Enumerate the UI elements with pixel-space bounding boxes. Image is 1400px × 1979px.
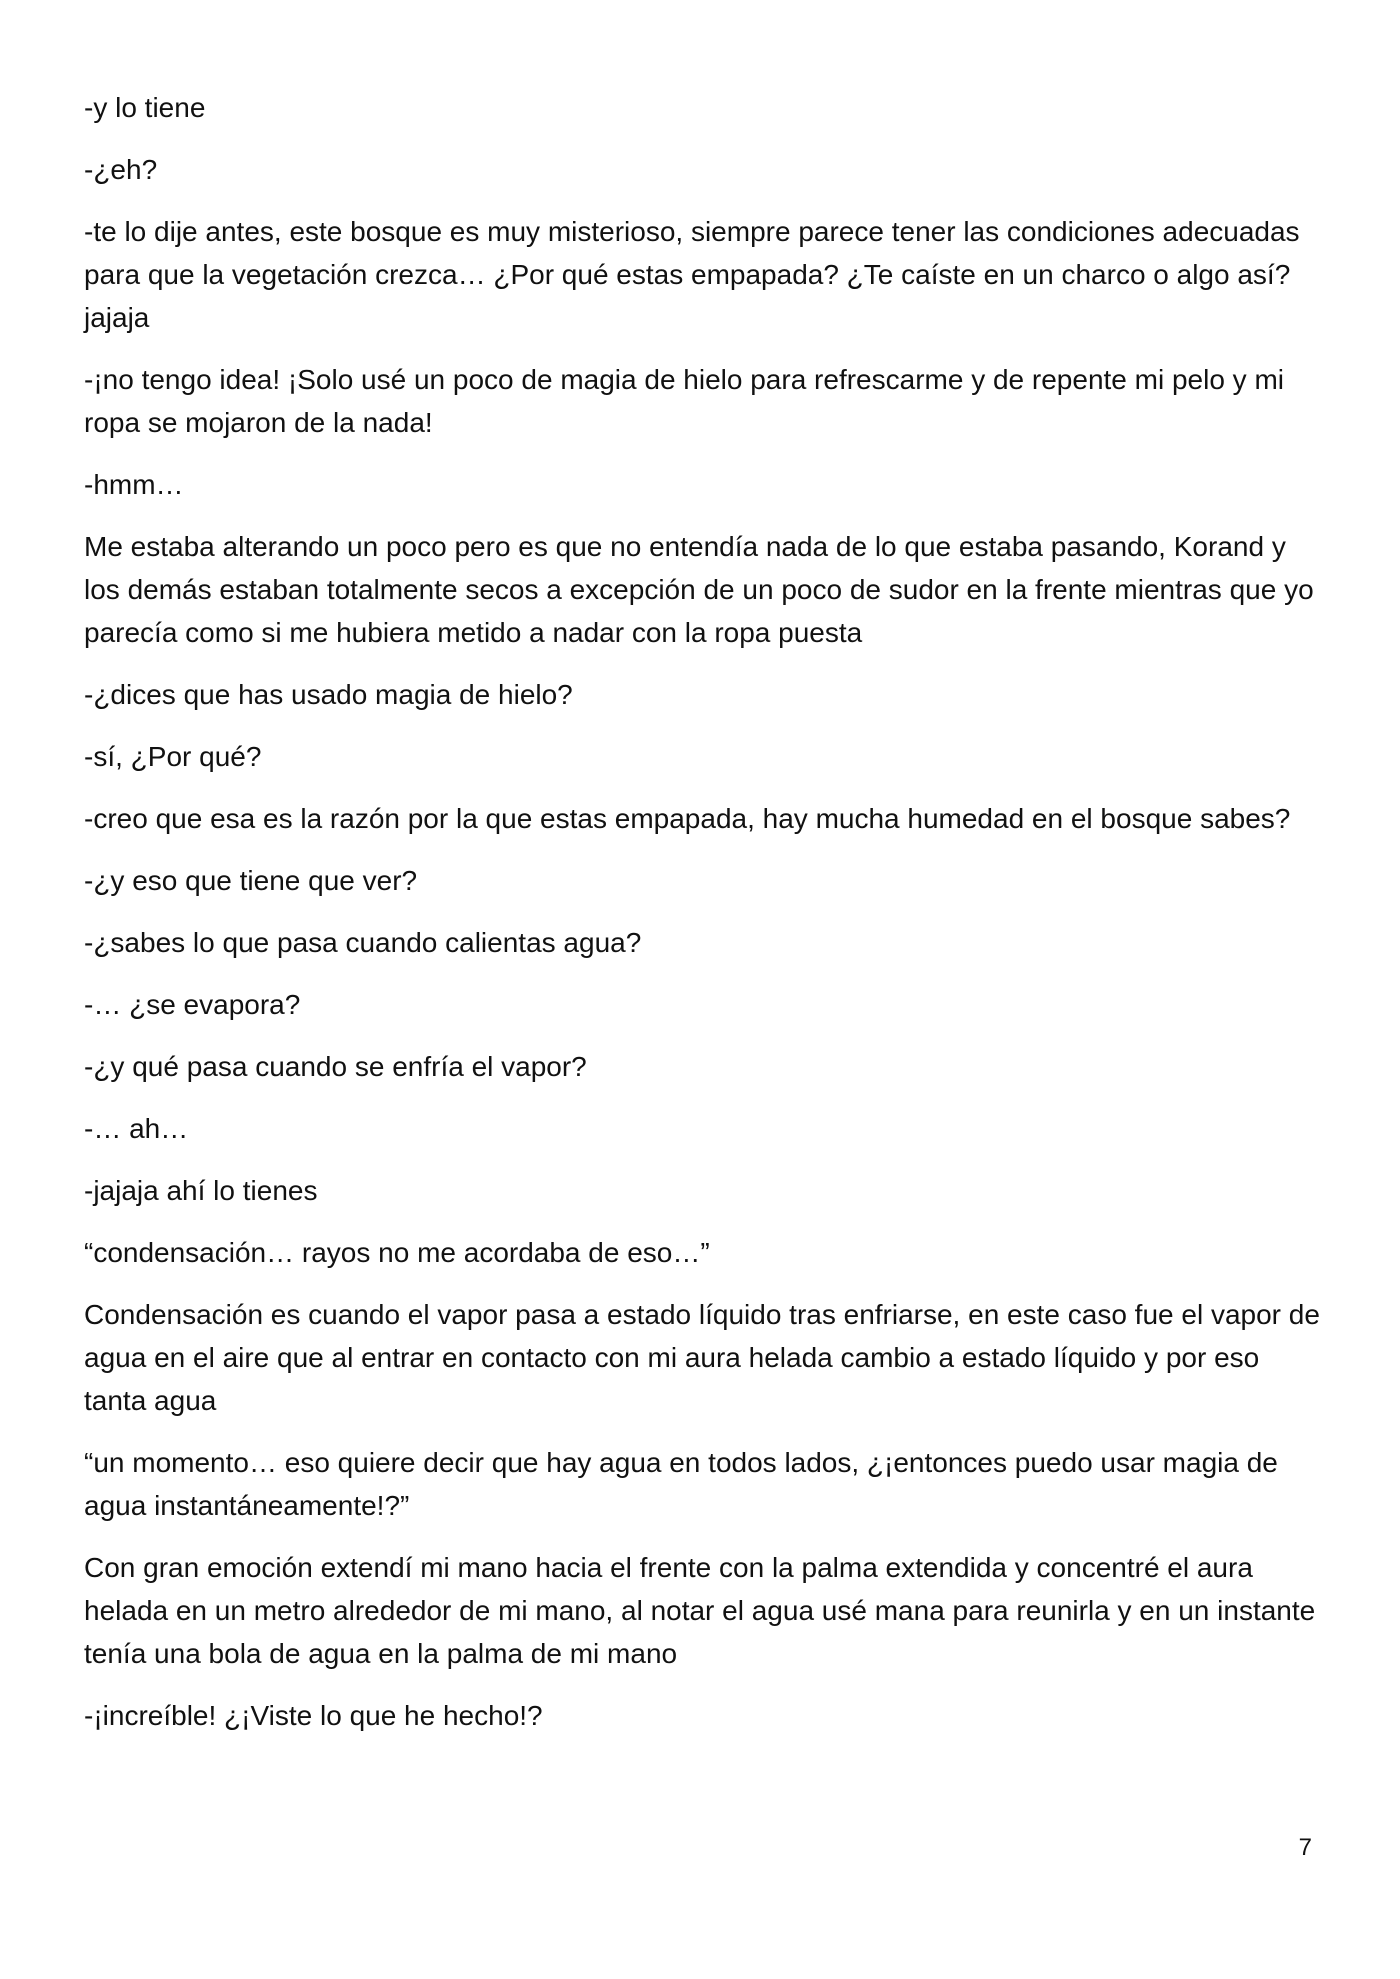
- paragraph: -jajaja ahí lo tienes: [84, 1175, 318, 1206]
- paragraph: -¡increíble! ¿¡Viste lo que he hecho!?: [84, 1700, 543, 1731]
- page-body: [84, 86, 1324, 1756]
- paragraph: -¿y qué pasa cuando se enfría el vapor?: [84, 1051, 587, 1082]
- paragraph: -creo que esa es la razón por la que estas empapada, hay mucha humedad en el bosque sabes?: [84, 803, 1291, 834]
- paragraph: -… ¿se evapora?: [84, 989, 301, 1020]
- paragraph: -¿y eso que tiene que ver?: [84, 865, 418, 896]
- paragraph: -¿sabes lo que pasa cuando calientas agua?: [84, 927, 642, 958]
- page-number: 7: [1298, 1834, 1312, 1861]
- paragraph: “condensación… rayos no me acordaba de eso…”: [84, 1237, 710, 1268]
- paragraph: -¿dices que has usado magia de hielo?: [84, 679, 573, 710]
- paragraph: “un momento… eso quiere decir que hay agua en todos lados, ¿¡entonces puedo usar magia de agua instantáneamente!?”: [84, 1447, 1278, 1521]
- paragraph: Me estaba alterando un poco pero es que no entendía nada de lo que estaba pasando, Korand y los demás estaban totalmente secos a excepción de un poco de sudor en la frente mientras que yo parecía como si me hubiera metido a nadar con la ropa puesta: [84, 531, 1314, 648]
- paragraph: -… ah…: [84, 1113, 189, 1144]
- paragraph: -¡no tengo idea! ¡Solo usé un poco de magia de hielo para refrescarme y de repente mi pelo y mi ropa se mojaron de la nada!: [84, 364, 1285, 438]
- paragraph: -hmm…: [84, 469, 184, 500]
- paragraph: -y lo tiene: [84, 92, 206, 123]
- paragraph: -¿eh?: [84, 154, 158, 185]
- paragraph: Condensación es cuando el vapor pasa a estado líquido tras enfriarse, en este caso fue el vapor de agua en el aire que al entrar en contacto con mi aura helada cambio a estado líquido y por eso tanta agua: [84, 1299, 1320, 1416]
- paragraph: -te lo dije antes, este bosque es muy misterioso, siempre parece tener las condiciones adecuadas para que la vegetación crezca… ¿Por qué estas empapada? ¿Te caíste en un charco o algo así? jajaja: [84, 216, 1300, 333]
- paragraph: Con gran emoción extendí mi mano hacia el frente con la palma extendida y concentré el aura helada en un metro alrededor de mi mano, al notar el agua usé mana para reunirla y en un instante tenía una bola de agua en la palma de mi mano: [84, 1552, 1316, 1669]
- paragraph: -sí, ¿Por qué?: [84, 741, 262, 772]
